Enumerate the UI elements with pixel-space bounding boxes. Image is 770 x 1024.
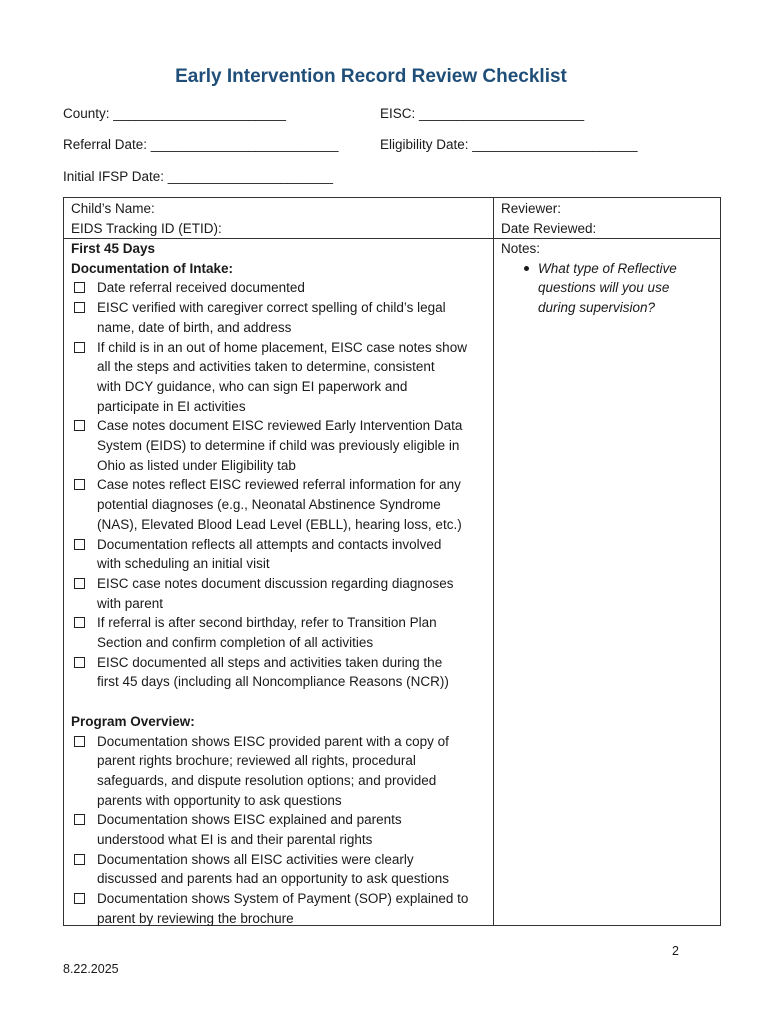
checkbox[interactable]	[74, 657, 85, 668]
intake-heading: Documentation of Intake:	[71, 260, 234, 276]
checklist-item-text: parents with opportunity to ask questions	[97, 792, 342, 808]
checklist-item-text: Documentation reflects all attempts and contacts involved	[97, 536, 442, 552]
intake-checklist	[71, 278, 489, 692]
reflective-question-note	[538, 259, 698, 318]
checklist-item	[71, 338, 489, 417]
checklist-item-text: Documentation shows all EISC activities were clearly	[97, 851, 414, 867]
checklist-item	[71, 732, 489, 811]
checklist-item-text: Case notes document EISC reviewed Early Intervention Data	[97, 418, 463, 434]
checklist-item	[71, 613, 489, 652]
county-field: County: _______________________	[63, 106, 286, 121]
section-spacer	[71, 692, 489, 712]
checklist-item-text: EISC documented all steps and activities taken during the	[97, 654, 443, 670]
checkbox[interactable]	[74, 893, 85, 904]
checklist-item	[71, 574, 489, 613]
checklist-item-text: parent rights brochure; reviewed all rights, procedural	[97, 753, 416, 769]
checkbox[interactable]	[74, 736, 85, 747]
checklist-item-text: EISC case notes document discussion regarding diagnoses	[97, 575, 454, 591]
initial-ifsp-date-field: Initial IFSP Date: ______________________	[63, 169, 333, 184]
notes-label: Notes:	[501, 241, 541, 256]
checkbox[interactable]	[74, 617, 85, 628]
checklist-item-text: potential diagnoses (e.g., Neonatal Abstinence Syndrome	[97, 497, 441, 513]
checkbox[interactable]	[74, 854, 85, 865]
review-table	[63, 197, 721, 926]
checklist-cell	[71, 239, 489, 929]
checkbox[interactable]	[74, 302, 85, 313]
checklist-item-text: Documentation shows EISC provided parent with a copy of	[97, 733, 449, 749]
checklist-item-text: Date referral received documented	[97, 280, 305, 296]
checklist-item-text: all the steps and activities taken to determine, consistent	[97, 359, 435, 375]
note-line: questions will you use	[538, 280, 670, 296]
referral-date-field: Referral Date: _________________________	[63, 137, 339, 152]
table-column-divider	[493, 198, 494, 925]
checklist-item-text: EISC verified with caregiver correct spelling of child’s legal	[97, 300, 446, 316]
checklist-item-text: Ohio as listed under Eligibility tab	[97, 457, 296, 473]
checklist-item-text: with scheduling an initial visit	[97, 556, 270, 572]
checklist-item-text: understood what EI is and their parental rights	[97, 832, 373, 848]
date-reviewed-label: Date Reviewed:	[501, 220, 597, 236]
checkbox[interactable]	[74, 479, 85, 490]
notes-bullet-item	[501, 259, 716, 318]
checklist-item-text: name, date of birth, and address	[97, 319, 292, 335]
eids-tracking-id-label: EIDS Tracking ID (ETID):	[71, 220, 222, 236]
note-line: during supervision?	[538, 300, 656, 316]
program-overview-heading: Program Overview:	[71, 713, 195, 729]
checklist-item-text: with parent	[97, 595, 164, 611]
period-heading: First 45 Days	[71, 241, 156, 256]
checklist-item-text: Section and confirm completion of all activities	[97, 635, 374, 651]
checkbox[interactable]	[74, 282, 85, 293]
checklist-item-text: discussed and parents had an opportunity to ask questions	[97, 871, 449, 887]
checklist-item	[71, 810, 489, 849]
checklist-item-text: with DCY guidance, who can sign EI paperwork and	[97, 378, 408, 394]
checklist-item	[71, 298, 489, 337]
note-line: What type of Reflective	[538, 260, 677, 276]
checklist-item-text: participate in EI activities	[97, 398, 246, 414]
checklist-item	[71, 535, 489, 574]
checklist-item-text: If child is in an out of home placement, EISC case notes show	[97, 339, 467, 355]
checklist-item	[71, 278, 489, 298]
checklist-item-text: Documentation shows System of Payment (SOP) explained to	[97, 891, 469, 907]
checklist-item-text: safeguards, and dispute resolution options; and provided	[97, 772, 437, 788]
checklist-item	[71, 889, 489, 928]
childs-name-label: Child’s Name:	[71, 201, 155, 216]
checklist-item	[71, 850, 489, 889]
checklist-item	[71, 416, 489, 475]
checklist-item-text: If referral is after second birthday, refer to Transition Plan	[97, 615, 437, 631]
checkbox[interactable]	[74, 814, 85, 825]
reviewer-label: Reviewer:	[501, 201, 562, 216]
checklist-item-text: (NAS), Elevated Blood Lead Level (EBLL), hearing loss, etc.)	[97, 516, 462, 532]
checkbox[interactable]	[74, 342, 85, 353]
checklist-item	[71, 653, 489, 692]
checklist-item-text: System (EIDS) to determine if child was previously eligible in	[97, 438, 460, 454]
page-number: 2	[672, 944, 679, 958]
checkbox[interactable]	[74, 578, 85, 589]
notes-cell	[501, 239, 716, 318]
child-info-cell	[71, 199, 222, 238]
bullet-icon	[524, 266, 529, 271]
checklist-item	[71, 475, 489, 534]
page-title: Early Intervention Record Review Checklist	[175, 66, 567, 87]
checkbox[interactable]	[74, 539, 85, 550]
checklist-item-text: first 45 days (including all Noncompliance Reasons (NCR))	[97, 674, 449, 690]
checklist-item-text: parent by reviewing the brochure	[97, 910, 294, 926]
eisc-field: EISC: ______________________	[380, 106, 585, 121]
checklist-item-text: Case notes reflect EISC reviewed referral information for any	[97, 477, 461, 493]
program-overview-checklist	[71, 732, 489, 929]
checklist-item-text: Documentation shows EISC explained and parents	[97, 812, 402, 828]
checkbox[interactable]	[74, 420, 85, 431]
reviewer-info-cell	[501, 199, 596, 238]
document-date: 8.22.2025	[63, 962, 119, 976]
eligibility-date-field: Eligibility Date: ______________________	[380, 137, 638, 152]
